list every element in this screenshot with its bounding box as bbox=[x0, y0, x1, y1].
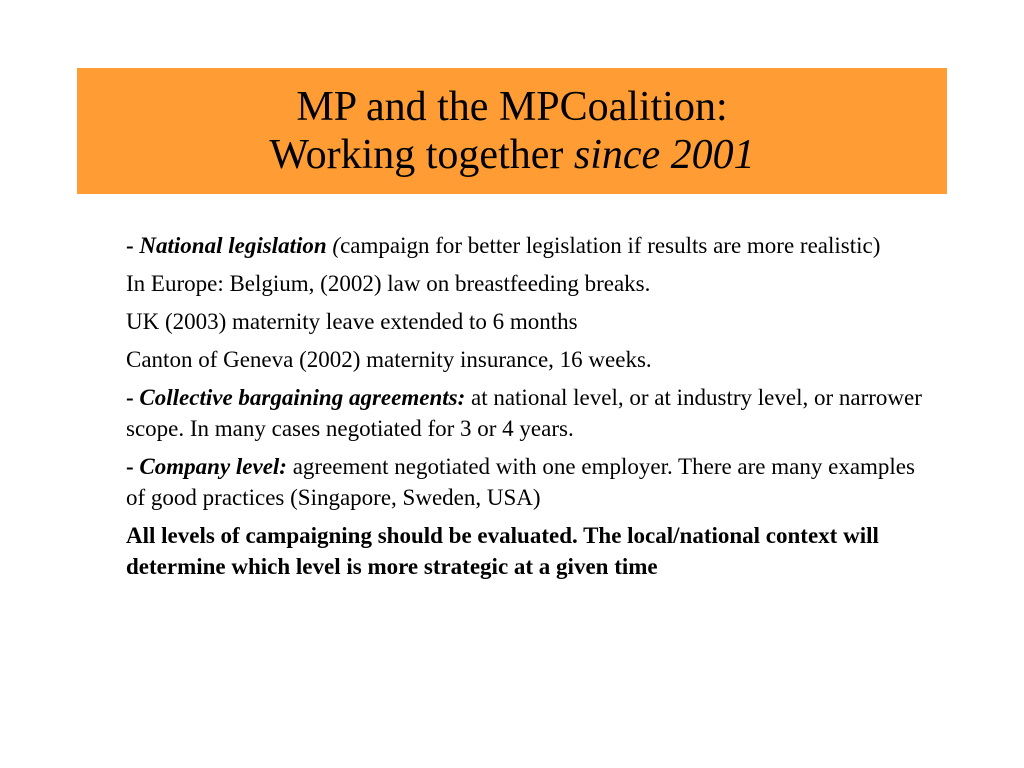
slide-title-banner bbox=[77, 68, 947, 194]
paragraph-conclusion: All levels of campaigning should be evaluated. The local/national context will determine which level is more strategic at a given time bbox=[126, 523, 879, 579]
company-level-text: agreement negotiated with one employer. There are many examples of good practices (Singapore, Sweden, USA) bbox=[126, 454, 915, 510]
national-legislation-text: campaign for better legislation if results are more realistic) bbox=[340, 233, 881, 258]
slide-title-since-year: since 2001 bbox=[573, 132, 755, 178]
slide-title-line-2 bbox=[269, 132, 754, 178]
term-company-level: Company level: bbox=[139, 454, 287, 479]
term-national-legislation: National legislation bbox=[139, 233, 333, 258]
paragraph-company-level bbox=[126, 451, 926, 513]
paragraph-uk: UK (2003) maternity leave extended to 6 months bbox=[126, 309, 578, 334]
open-paren: ( bbox=[332, 233, 341, 258]
slide-title-line-1: MP and the MPCoalition: bbox=[296, 84, 728, 130]
slide-title-line-2-text: Working together bbox=[269, 132, 574, 178]
dash-marker: - bbox=[126, 385, 140, 410]
paragraph-geneva: Canton of Geneva (2002) maternity insurance, 16 weeks. bbox=[126, 347, 652, 372]
dash-marker: - bbox=[126, 233, 140, 258]
collective-bargaining-text: at national level, or at industry level, or narrower scope. In many cases negotiated for 3 or 4 years. bbox=[126, 385, 922, 441]
paragraph-national-legislation bbox=[126, 230, 926, 261]
paragraph-belgium: In Europe: Belgium, (2002) law on breastfeeding breaks. bbox=[126, 271, 651, 296]
term-collective-bargaining: Collective bargaining agreements: bbox=[139, 385, 466, 410]
dash-marker: - bbox=[126, 454, 140, 479]
paragraph-collective-bargaining bbox=[126, 382, 926, 444]
slide-body bbox=[126, 230, 926, 589]
